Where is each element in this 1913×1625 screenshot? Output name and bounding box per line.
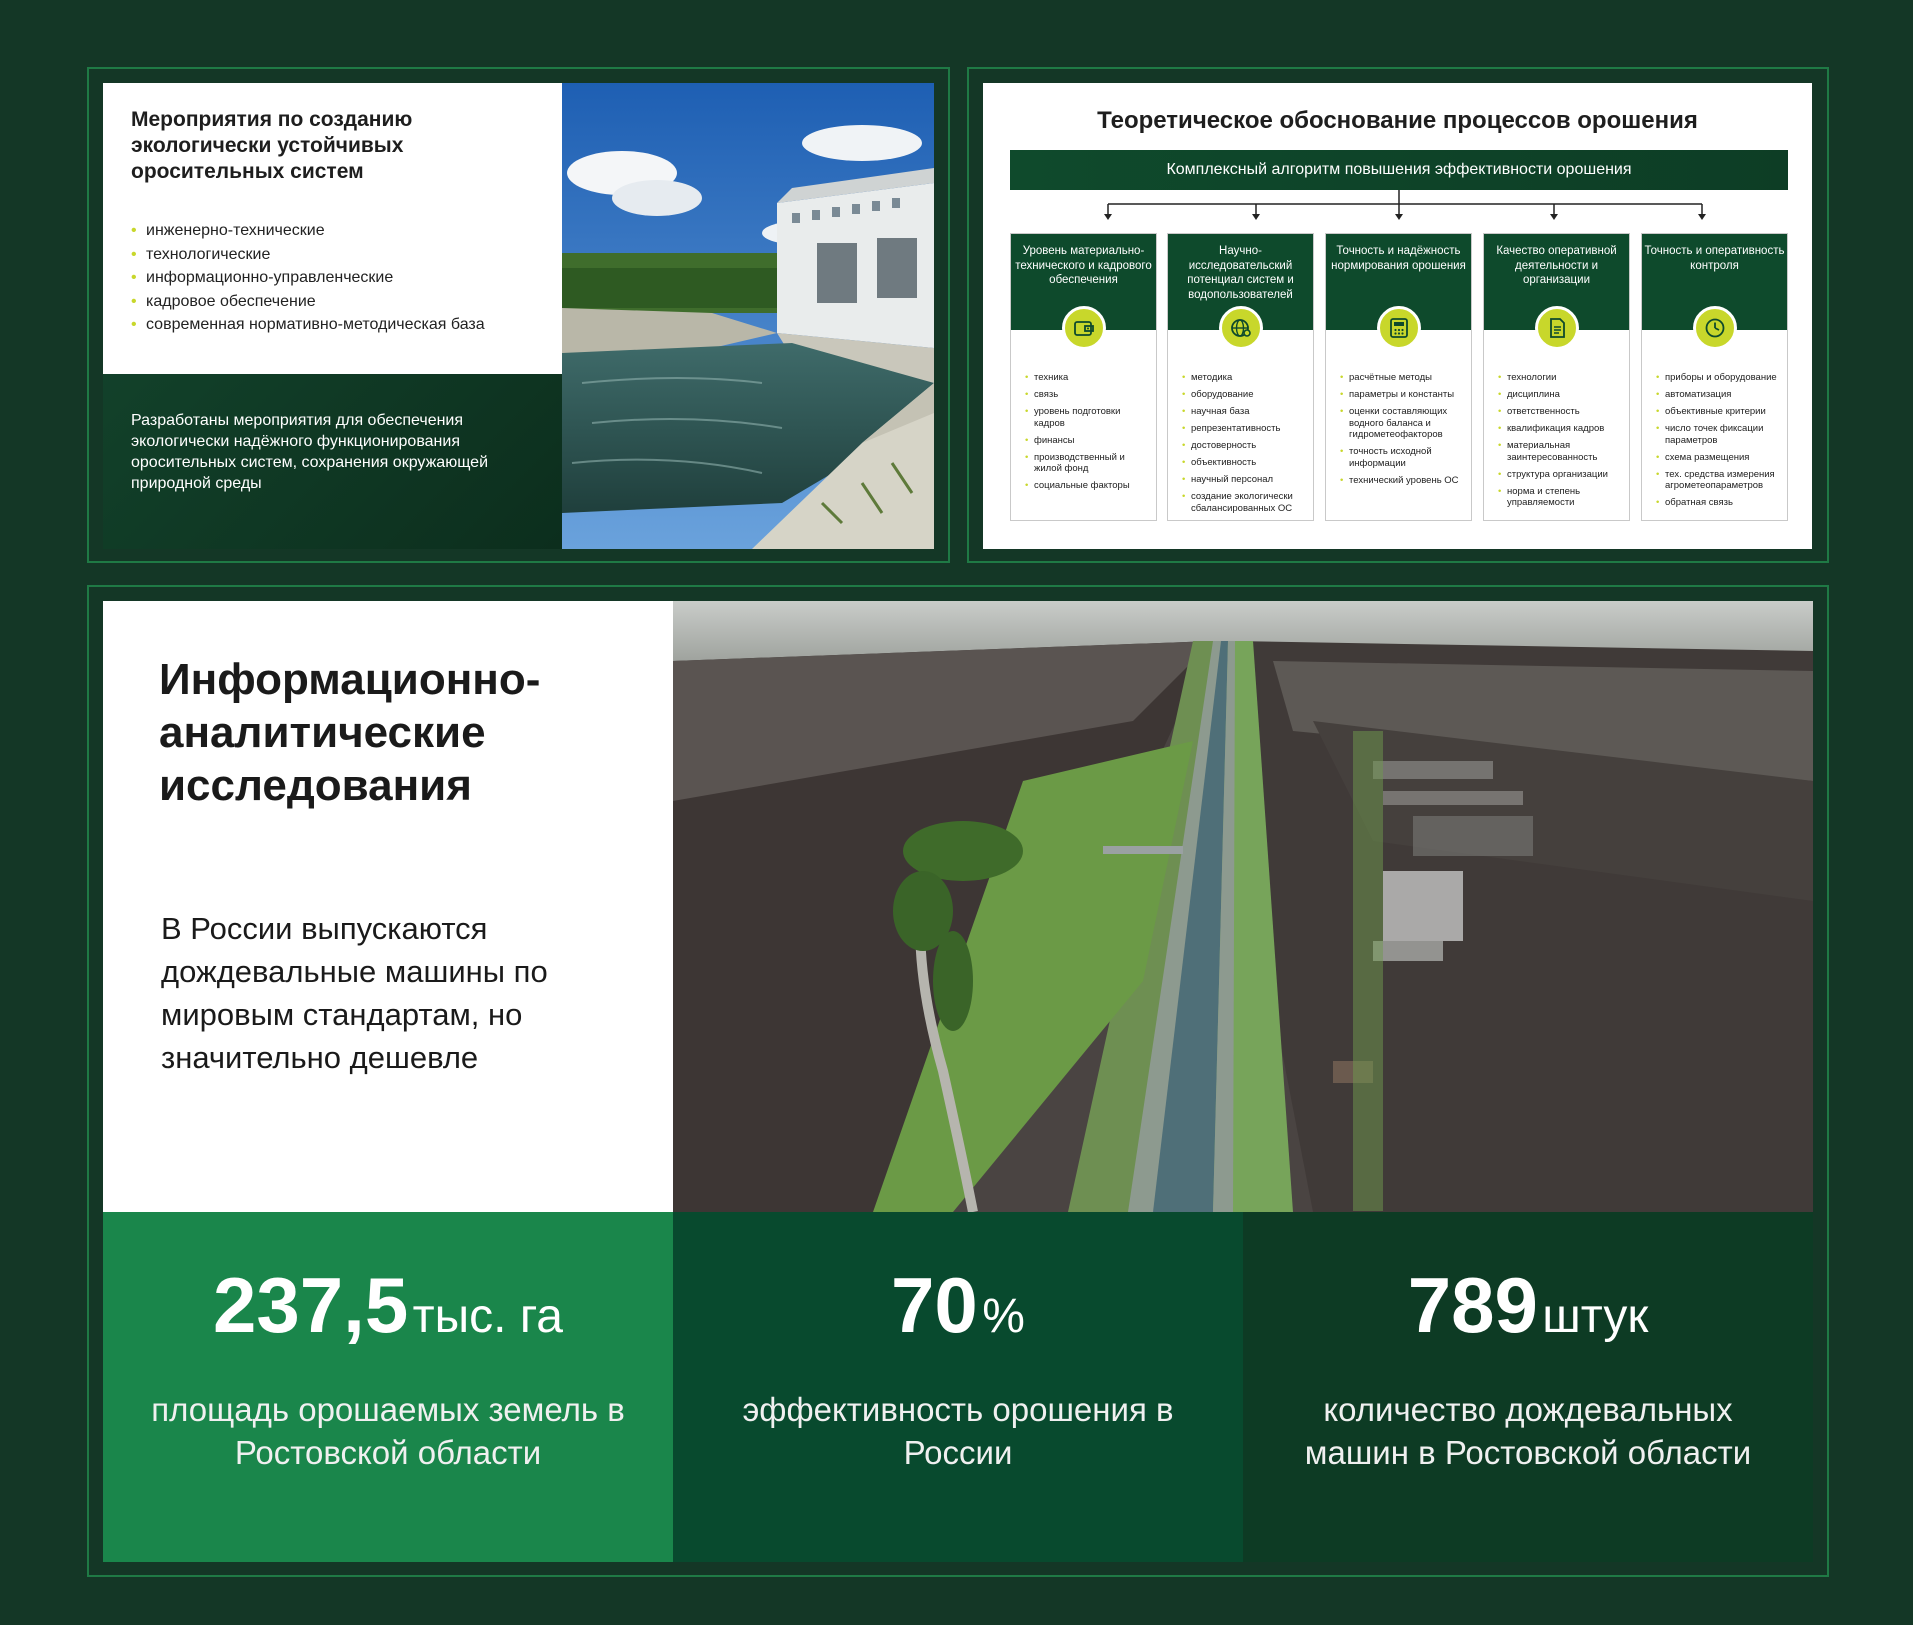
canal-aerial-photo	[673, 601, 1813, 1212]
stat-value: 237,5	[213, 1261, 409, 1349]
globe-gear-icon	[1219, 306, 1263, 350]
list-item: • тех. средства измерения агрометеопараметров	[1656, 469, 1777, 492]
list-item: • параметры и константы	[1340, 389, 1461, 401]
column-items	[1642, 330, 1787, 509]
column-header: Точность и оперативность контроля	[1642, 234, 1787, 330]
algorithm-banner: Комплексный алгоритм повышения эффективности орошения	[1010, 150, 1788, 190]
list-item: • репрезентативность	[1182, 423, 1303, 435]
list-item: • уровень подготовки кадров	[1025, 406, 1146, 429]
list-item: • технологические	[131, 243, 534, 267]
list-item: • материальная заинтересованность	[1498, 440, 1619, 463]
bullet-icon: •	[131, 292, 137, 310]
list-item: • достоверность	[1182, 440, 1303, 452]
calculator-icon	[1377, 306, 1421, 350]
diagram-column-5	[1641, 233, 1788, 521]
stat-caption: эффективность орошения в России	[742, 1391, 1174, 1471]
stat-sprinkler-count	[1243, 1212, 1813, 1562]
list-item: • дисциплина	[1498, 389, 1619, 401]
list-item: • финансы	[1025, 435, 1146, 447]
list-item: • объективность	[1182, 457, 1303, 469]
bullet-icon: •	[131, 245, 137, 263]
list-item: • методика	[1182, 372, 1303, 384]
stat-irrigation-efficiency	[673, 1212, 1243, 1562]
column-items	[1484, 330, 1629, 509]
slide3-text-panel	[103, 601, 673, 1212]
stat-unit: штук	[1542, 1290, 1649, 1343]
bullet-icon: •	[131, 269, 137, 286]
slide1-description-panel	[103, 374, 562, 549]
list-item: • технологии	[1498, 372, 1619, 384]
stat-caption: количество дождевальных машин в Ростовской области	[1304, 1391, 1752, 1471]
stat-irrigated-area	[103, 1212, 673, 1562]
list-item: • информационно-управленческие	[131, 266, 534, 290]
stat-value: 70	[891, 1261, 978, 1349]
list-item: • ответственность	[1498, 406, 1619, 418]
list-item: • современная нормативно-методическая база	[131, 313, 534, 337]
column-header: Научно-исследовательский потенциал систем и водопользователей	[1168, 234, 1313, 330]
column-items	[1326, 330, 1471, 486]
column-header: Качество оперативной деятельности и организации	[1484, 234, 1629, 330]
list-item: • объективные критерии	[1656, 406, 1777, 418]
diagram-column-3	[1325, 233, 1472, 521]
wallet-icon	[1062, 306, 1106, 350]
document-icon	[1535, 306, 1579, 350]
bullet-icon: •	[131, 222, 137, 239]
list-item: • автоматизация	[1656, 389, 1777, 401]
list-item: • техника	[1025, 372, 1146, 384]
list-item: • связь	[1025, 389, 1146, 401]
clock-icon	[1693, 306, 1737, 350]
list-item: • создание экологически сбалансированных ОС	[1182, 491, 1303, 514]
slide1-description: Разработаны мероприятия для обеспечения экологически надёжного функционирования оросительных систем, сохранения окружающей природной среды	[131, 412, 489, 492]
slide3-text: В России выпускаются дождевальные машины по мировым стандартам, но значительно дешевле	[161, 911, 548, 1075]
list-item: • точность исходной информации	[1340, 446, 1461, 469]
stat-value: 789	[1407, 1261, 1538, 1349]
diagram-column-1	[1010, 233, 1157, 521]
diagram-column-4	[1483, 233, 1630, 521]
stat-unit: %	[982, 1290, 1025, 1343]
list-item: • научная база	[1182, 406, 1303, 418]
list-item: • норма и степень управляемости	[1498, 486, 1619, 509]
slide1-list	[131, 219, 534, 337]
column-items	[1168, 330, 1313, 514]
list-item: • социальные факторы	[1025, 480, 1146, 492]
slide3-title: Информационно-аналитические исследования	[159, 655, 541, 810]
list-item: • научный персонал	[1182, 474, 1303, 486]
list-item: • оборудование	[1182, 389, 1303, 401]
slide1-text-panel	[103, 83, 562, 374]
list-item: • оценки составляющих водного баланса и гидрометеофакторов	[1340, 406, 1461, 441]
list-item: • квалификация кадров	[1498, 423, 1619, 435]
list-item: • технический уровень ОС	[1340, 475, 1461, 487]
list-item: • инженерно-технические	[131, 219, 534, 243]
list-item: • кадровое обеспечение	[131, 290, 534, 314]
slide1-title: Мероприятия по созданию экологически устойчивых оросительных систем	[131, 108, 413, 183]
list-item: • структура организации	[1498, 469, 1619, 481]
stat-caption: площадь орошаемых земель в Ростовской области	[151, 1391, 625, 1471]
column-header: Уровень материально-технического и кадрового обеспечения	[1011, 234, 1156, 330]
irrigation-gate-photo	[562, 83, 934, 549]
diagram-column-2	[1167, 233, 1314, 521]
list-item: • производственный и жилой фонд	[1025, 452, 1146, 475]
list-item: • схема размещения	[1656, 452, 1777, 464]
list-item: • расчётные методы	[1340, 372, 1461, 384]
column-items	[1011, 330, 1156, 492]
slide2-diagram	[983, 83, 1812, 549]
connector-lines	[983, 190, 1812, 220]
column-header: Точность и надёжность нормирования орошения	[1326, 234, 1471, 330]
list-item: • число точек фиксации параметров	[1656, 423, 1777, 446]
bullet-icon: •	[131, 316, 137, 333]
slide2-title: Теоретическое обоснование процессов орошения	[1097, 107, 1698, 134]
list-item: • обратная связь	[1656, 497, 1777, 509]
list-item: • приборы и оборудование	[1656, 372, 1777, 384]
stat-unit: тыс. га	[412, 1290, 563, 1343]
